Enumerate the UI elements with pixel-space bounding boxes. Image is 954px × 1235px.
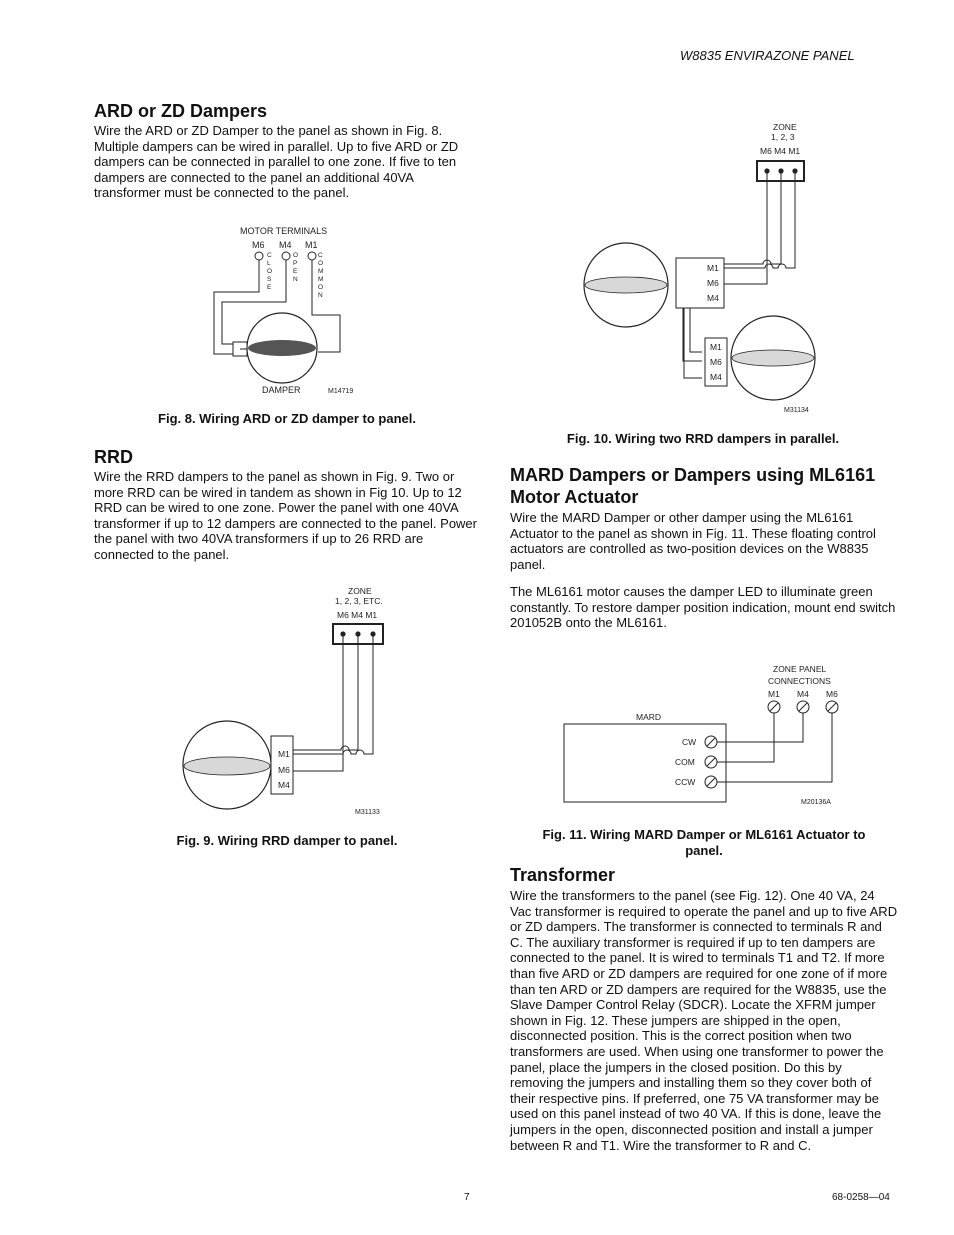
fig8-terminal-circle <box>282 252 290 260</box>
fig10-zone-line2: 1, 2, 3 <box>771 132 795 142</box>
fig10-motor1-term-m1: M1 <box>707 263 719 273</box>
fig11-term-cw: CW <box>682 737 697 747</box>
fig11-caption-line1: Fig. 11. Wiring MARD Damper or ML6161 Actuator to <box>542 827 866 842</box>
svg-text:M: M <box>318 276 324 283</box>
svg-text:C: C <box>318 252 323 259</box>
fig10-zone-line1: ZONE <box>773 122 797 132</box>
svg-text:L: L <box>267 260 271 267</box>
svg-text:O: O <box>293 252 299 259</box>
ard-body: Wire the ARD or ZD Damper to the panel as shown in Fig. 8. Multiple dampers can be wired in parallel. Up to five ARD or ZD dampers can be connected in parallel to one zone. If five to ten dampers are connected to the panel an additional 40VA transformer must be connected to the panel. <box>94 123 459 201</box>
svg-text:O: O <box>267 268 273 275</box>
fig9-zone-line2: 1, 2, 3, ETC. <box>335 596 383 606</box>
mard-heading: MARD Dampers or Dampers using ML6161 Motor Actuator <box>510 465 876 507</box>
svg-text:N: N <box>318 292 323 299</box>
svg-text:M: M <box>318 268 324 275</box>
fig9-caption: Fig. 9. Wiring RRD damper to panel. <box>176 833 398 848</box>
fig11-zone-line1: ZONE PANEL <box>773 664 827 674</box>
fig11-caption-line2: panel. <box>685 843 723 858</box>
fig8-terminal-circle <box>255 252 263 260</box>
fig10-damper-blade-1 <box>585 277 667 293</box>
fig8-term-m6: M6 <box>252 240 265 250</box>
fig8-common-letters <box>318 252 323 299</box>
fig11-zone-screws <box>768 701 838 713</box>
svg-text:E: E <box>293 268 298 275</box>
fig10-zone-terms: M6 M4 M1 <box>760 146 801 156</box>
transformer-heading: Transformer <box>510 865 616 885</box>
rrd-body: Wire the RRD dampers to the panel as shown in Fig. 9. Two or more RRD can be wired in tandem as shown in Fig 10. Up to 12 RRD can be wired to one zone. Power the panel with one 40VA transformer if up to 12 dampers are connected to the panel. Power the panel with two 40VA transformers if up to 26 RRD are connected to the panel. <box>94 469 477 562</box>
fig11-caption <box>510 827 898 859</box>
fig8-terminal-circle <box>308 252 316 260</box>
fig11-zone-term-m1: M1 <box>768 689 780 699</box>
fig9-motor-term-m4: M4 <box>278 780 290 790</box>
fig9-motor-term-m1: M1 <box>278 749 290 759</box>
fig11-mard-label: MARD <box>636 712 662 722</box>
fig9-diagram <box>175 580 415 820</box>
fig8-term-m1: M1 <box>305 240 318 250</box>
svg-text:C: C <box>267 252 272 259</box>
fig8-damper-label: DAMPER <box>262 385 301 395</box>
fig11-wires <box>717 713 832 782</box>
fig10-code: M31134 <box>784 407 809 414</box>
fig9-zone-line1: ZONE <box>348 586 372 596</box>
fig10-diagram <box>580 118 830 418</box>
fig10-motor2-term-m6: M6 <box>710 357 722 367</box>
fig8-damper-blade <box>248 340 316 356</box>
page-number: 7 <box>464 1192 470 1203</box>
fig8-title: MOTOR TERMINALS <box>240 226 328 236</box>
fig9-code: M31133 <box>355 809 380 816</box>
fig11-code: M20136A <box>801 799 831 806</box>
rrd-heading: RRD <box>94 447 133 467</box>
fig9-motor-term-m6: M6 <box>278 765 290 775</box>
fig8-close-letters <box>267 252 272 291</box>
fig10-motor1-term-m4: M4 <box>707 293 719 303</box>
fig9-wires <box>293 634 373 771</box>
fig10-damper-blade-2 <box>732 350 814 366</box>
fig11-term-com: COM <box>675 757 695 767</box>
fig11-zone-term-m4: M4 <box>797 689 809 699</box>
fig9-zone-terms: M6 M4 M1 <box>337 610 378 620</box>
fig10-motor2-term-m1: M1 <box>710 342 722 352</box>
doc-number: 68-0258—04 <box>832 1192 890 1203</box>
fig11-zone-term-m6: M6 <box>826 689 838 699</box>
fig8-code: M14719 <box>328 388 354 395</box>
svg-text:S: S <box>267 276 272 283</box>
mard-body-1: Wire the MARD Damper or other damper using the ML6161 Actuator to the panel as shown in Fig. 11. These floating control actuators are controlled as two-position devices on the W8835 panel. <box>510 510 876 572</box>
fig9-damper-blade <box>184 757 270 775</box>
svg-text:O: O <box>318 260 324 267</box>
running-header: W8835 ENVIRAZONE PANEL <box>680 48 855 63</box>
fig10-caption: Fig. 10. Wiring two RRD dampers in parallel. <box>566 431 840 446</box>
svg-text:E: E <box>267 284 272 291</box>
svg-text:N: N <box>293 276 298 283</box>
fig8-diagram <box>200 220 390 400</box>
fig8-term-m4: M4 <box>279 240 292 250</box>
fig10-motor1-term-m6: M6 <box>707 278 719 288</box>
fig11-term-ccw: CCW <box>675 777 696 787</box>
fig11-diagram <box>560 660 850 810</box>
svg-text:P: P <box>293 260 298 267</box>
svg-text:O: O <box>318 284 324 291</box>
ard-heading: ARD or ZD Dampers <box>94 101 268 121</box>
fig8-open-letters <box>293 252 298 283</box>
mard-body-2: The ML6161 motor causes the damper LED to illuminate green constantly. To restore damper position indication, mount end switch 201052B onto the ML6161. <box>510 584 896 631</box>
fig11-mard-box <box>564 724 726 802</box>
transformer-body: Wire the transformers to the panel (see Fig. 12). One 40 VA, 24 Vac transformer is required to operate the panel and up to five ARD or ZD dampers. The transformer is connected to terminals R and C. The auxiliary transformer is required if up to ten dampers are connected to the panel. It is wired to terminals T1 and T2. If more than five ARD or ZD dampers are required for one zone of if more than ten ARD or ZD dampers are required for the W8835, use the Slave Damper Control Relay (SDCR). Locate the XFRM jumper shown in Fig. 12. These jumpers are shipped in the open, disconnected position. This is the correct position when two transformers are used. When using one transformer to power the panel, place the jumpers in the closed position. Do this by removing the jumpers and installing them so they cover both of their respective pins. If preferred, one 75 VA transformer may be used on this panel instead of two 40 VA. If this is done, leave the jumpers in the open, disconnected position and install a jumper between R and T1. Wire the transformer to R and C. <box>510 888 898 1153</box>
fig8-caption: Fig. 8. Wiring ARD or ZD damper to panel. <box>158 411 416 426</box>
fig11-zone-line2: CONNECTIONS <box>768 676 831 686</box>
fig10-motor2-term-m4: M4 <box>710 372 722 382</box>
